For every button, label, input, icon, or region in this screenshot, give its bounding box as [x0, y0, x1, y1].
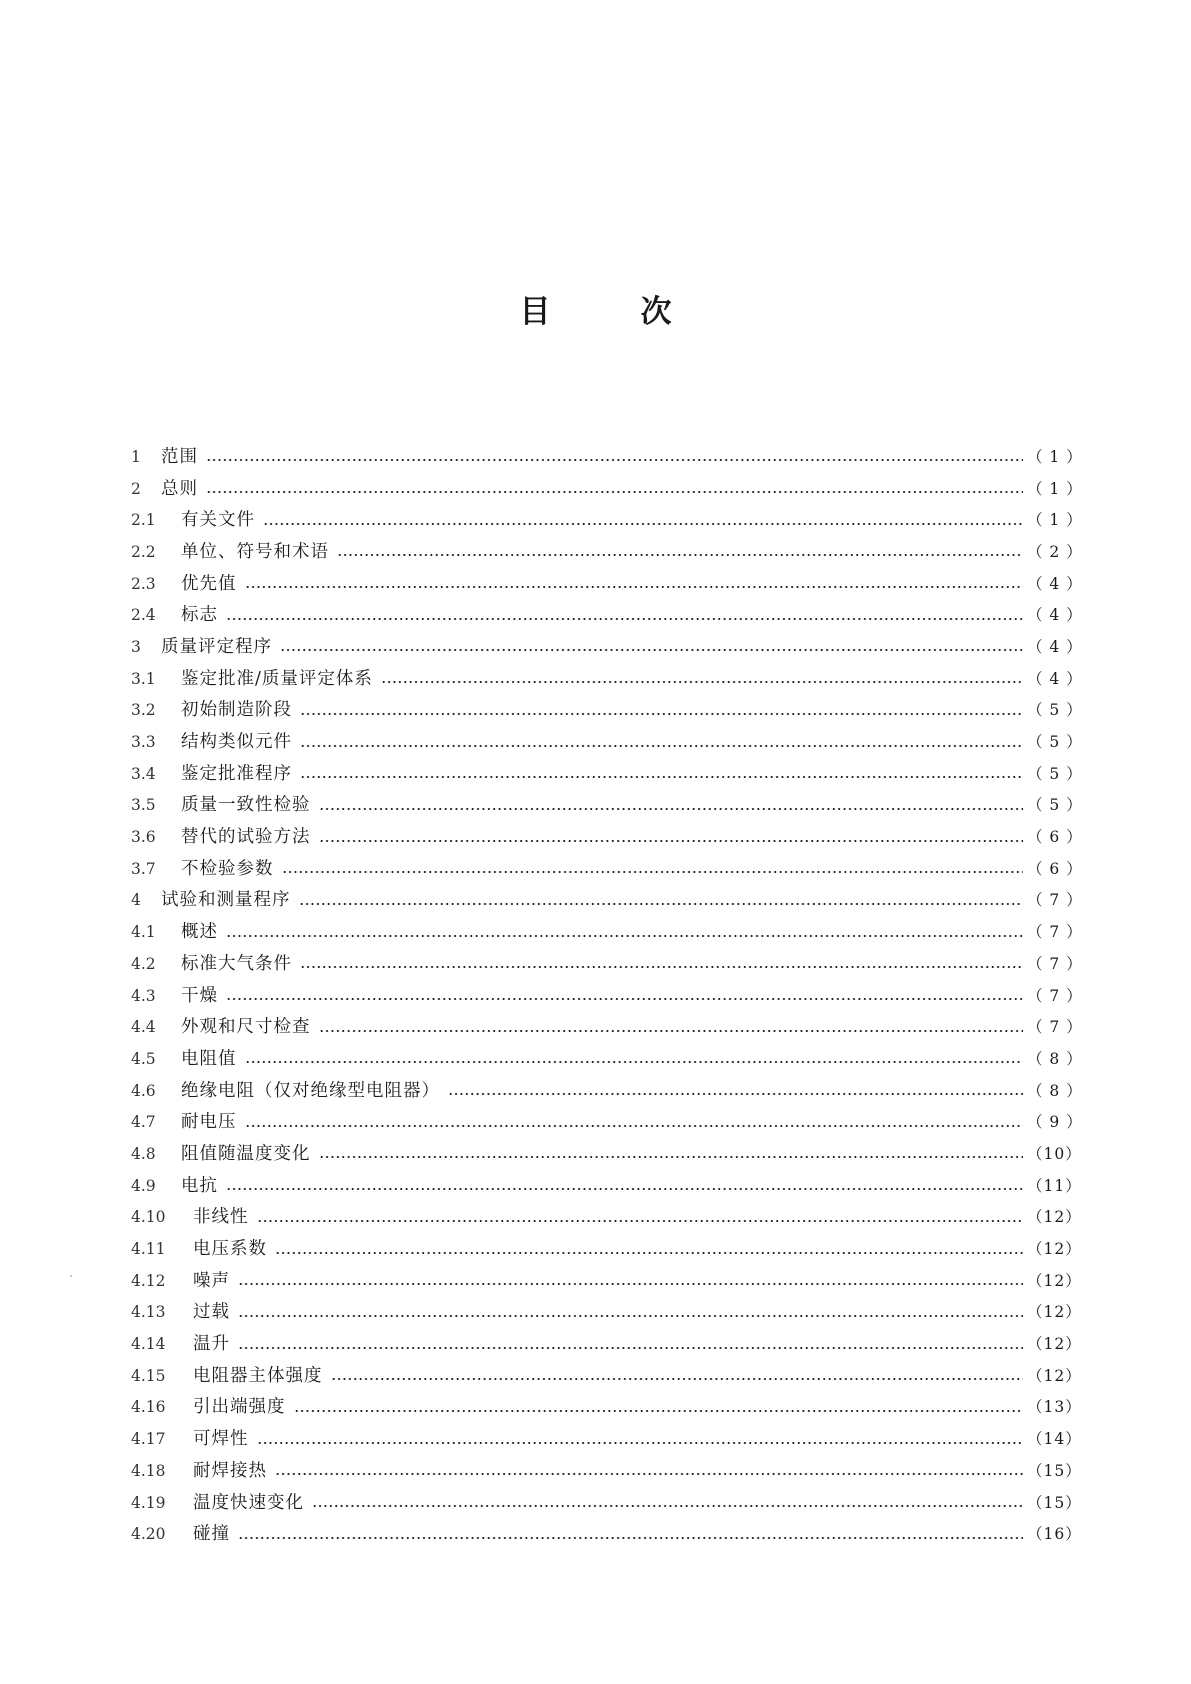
dot-leader	[300, 712, 1023, 716]
toc-entry-title: 阻值随温度变化	[181, 1143, 311, 1164]
toc-entry-page: （ 1 ）	[1027, 479, 1083, 498]
toc-entry[interactable]	[131, 980, 1083, 1012]
dot-leader	[245, 1060, 1024, 1064]
toc-entry-page: （ 7 ）	[1027, 891, 1083, 910]
dot-leader	[226, 1187, 1023, 1191]
toc-entry-title: 标准大气条件	[181, 953, 292, 974]
toc-entry[interactable]	[131, 568, 1083, 600]
toc-entry-page: （12）	[1027, 1271, 1082, 1290]
dot-leader	[319, 807, 1024, 811]
toc-entry-title: 试验和测量程序	[161, 890, 291, 911]
dot-leader	[226, 617, 1023, 621]
toc-entry-number: 2.1	[131, 511, 156, 530]
toc-entry-number: 4.17	[131, 1430, 166, 1449]
toc-entry-number: 4.6	[131, 1081, 156, 1100]
toc-entry-title: 结构类似元件	[181, 732, 292, 753]
table-of-contents	[131, 441, 1083, 1550]
dot-leader	[206, 458, 1023, 462]
toc-entry[interactable]	[131, 1360, 1082, 1392]
toc-entry-title: 鉴定批准程序	[181, 763, 292, 784]
toc-entry[interactable]	[131, 726, 1083, 758]
toc-entry[interactable]	[131, 1328, 1082, 1360]
toc-entry-page: （12）	[1027, 1303, 1082, 1322]
toc-entry-title: 温升	[193, 1334, 230, 1355]
dot-leader	[226, 997, 1023, 1001]
toc-entry-page: （ 6 ）	[1027, 859, 1083, 878]
toc-entry-number: 4	[131, 891, 141, 910]
toc-entry[interactable]	[131, 1043, 1083, 1075]
dot-leader	[299, 902, 1024, 906]
toc-entry-number: 3.4	[131, 764, 156, 783]
toc-entry-page: （ 5 ）	[1027, 764, 1083, 783]
toc-entry-title: 单位、符号和术语	[181, 541, 329, 562]
toc-entry-number: 4.14	[131, 1335, 166, 1354]
toc-entry-title: 电阻值	[181, 1048, 237, 1069]
dot-leader	[319, 1155, 1024, 1159]
toc-entry-title: 优先值	[181, 573, 237, 594]
dot-leader	[245, 585, 1024, 589]
toc-entry[interactable]	[131, 790, 1083, 822]
toc-entry[interactable]	[131, 663, 1083, 695]
toc-entry-page: （12）	[1027, 1335, 1082, 1354]
toc-entry[interactable]	[131, 504, 1083, 536]
toc-entry[interactable]	[131, 1265, 1082, 1297]
toc-entry-number: 4.4	[131, 1018, 156, 1037]
toc-entry-number: 4.15	[131, 1366, 166, 1385]
toc-entry-page: （ 7 ）	[1027, 954, 1083, 973]
toc-entry[interactable]	[131, 1297, 1082, 1329]
toc-entry-page: （ 8 ）	[1027, 1049, 1083, 1068]
toc-entry[interactable]	[131, 1075, 1083, 1107]
toc-entry-title: 干燥	[181, 985, 218, 1006]
toc-entry[interactable]	[131, 1487, 1082, 1519]
scan-speck	[70, 1275, 72, 1277]
toc-entry[interactable]	[131, 473, 1083, 505]
toc-entry-title: 初始制造阶段	[181, 700, 292, 721]
toc-entry-title: 非线性	[193, 1207, 249, 1228]
dot-leader	[448, 1092, 1023, 1096]
toc-entry-title: 不检验参数	[181, 858, 274, 879]
dot-leader	[300, 775, 1023, 779]
toc-entry-number: 3.1	[131, 669, 156, 688]
toc-entry-page: （15）	[1027, 1493, 1082, 1512]
toc-entry-page: （16）	[1027, 1525, 1082, 1544]
toc-entry-number: 4.12	[131, 1271, 166, 1290]
dot-leader	[300, 744, 1023, 748]
toc-entry-page: （ 5 ）	[1027, 701, 1083, 720]
title-char-2: 次	[640, 294, 672, 330]
toc-entry[interactable]	[131, 1170, 1082, 1202]
toc-entry-page: （ 5 ）	[1027, 796, 1083, 815]
toc-entry-title: 外观和尺寸检查	[181, 1017, 311, 1038]
toc-entry-page: （ 7 ）	[1027, 986, 1083, 1005]
title-char-1: 目	[519, 294, 551, 330]
toc-entry-page: （11）	[1027, 1176, 1082, 1195]
toc-entry[interactable]	[131, 1518, 1082, 1550]
toc-entry-number: 4.11	[131, 1240, 166, 1259]
toc-entry-number: 3.5	[131, 796, 156, 815]
toc-entry-page: （ 8 ）	[1027, 1081, 1083, 1100]
toc-entry-number: 2	[131, 479, 141, 498]
dot-leader	[282, 870, 1024, 874]
toc-entry-number: 2.4	[131, 606, 156, 625]
toc-entry-page: （ 1 ）	[1027, 447, 1083, 466]
toc-entry[interactable]	[131, 631, 1083, 663]
dot-leader	[319, 1029, 1024, 1033]
dot-leader	[300, 965, 1023, 969]
toc-entry-number: 4.9	[131, 1176, 156, 1195]
toc-entry-title: 概述	[181, 922, 218, 943]
toc-entry[interactable]	[131, 1202, 1082, 1234]
dot-leader	[238, 1314, 1023, 1318]
toc-entry[interactable]	[131, 1233, 1082, 1265]
dot-leader	[381, 680, 1023, 684]
dot-leader	[337, 553, 1023, 557]
toc-entry-title: 过载	[193, 1302, 230, 1323]
dot-leader	[263, 522, 1023, 526]
toc-entry-title: 耐电压	[181, 1112, 237, 1133]
toc-entry[interactable]	[131, 1138, 1082, 1170]
toc-entry-page: （ 1 ）	[1027, 511, 1083, 530]
toc-entry-title: 标志	[181, 605, 218, 626]
toc-entry-page: （ 9 ）	[1027, 1113, 1083, 1132]
toc-entry-page: （ 4 ）	[1027, 574, 1083, 593]
toc-entry-page: （15）	[1027, 1461, 1082, 1480]
toc-entry-number: 4.18	[131, 1461, 166, 1480]
toc-entry-page: （ 4 ）	[1027, 637, 1083, 656]
toc-entry-page: （ 6 ）	[1027, 828, 1083, 847]
dot-leader	[226, 934, 1023, 938]
toc-entry[interactable]	[131, 885, 1083, 917]
toc-entry[interactable]	[131, 441, 1083, 473]
toc-entry-number: 4.2	[131, 954, 156, 973]
toc-entry-title: 替代的试验方法	[181, 827, 311, 848]
toc-entry-title: 电阻器主体强度	[193, 1365, 323, 1386]
toc-entry-title: 耐焊接热	[193, 1460, 267, 1481]
toc-entry-number: 3.2	[131, 701, 156, 720]
toc-entry-title: 可焊性	[193, 1429, 249, 1450]
toc-entry-number: 3	[131, 637, 141, 656]
toc-entry[interactable]	[131, 1392, 1082, 1424]
dot-leader	[275, 1472, 1023, 1476]
toc-entry[interactable]	[131, 695, 1083, 727]
dot-leader	[206, 490, 1023, 494]
toc-entry[interactable]	[131, 758, 1083, 790]
toc-entry[interactable]	[131, 1106, 1083, 1138]
toc-entry-number: 3.6	[131, 828, 156, 847]
toc-entry-number: 4.5	[131, 1049, 156, 1068]
toc-entry-page: （ 4 ）	[1027, 606, 1083, 625]
toc-entry-title: 引出端强度	[193, 1397, 286, 1418]
toc-entry-page: （ 2 ）	[1027, 542, 1083, 561]
dot-leader	[319, 839, 1024, 843]
toc-entry-title: 电压系数	[193, 1239, 267, 1260]
toc-entry-title: 总则	[161, 478, 198, 499]
toc-entry-number: 2.2	[131, 542, 156, 561]
toc-entry-number: 4.10	[131, 1208, 166, 1227]
toc-entry[interactable]	[131, 536, 1083, 568]
dot-leader	[238, 1282, 1023, 1286]
toc-entry-number: 4.7	[131, 1113, 156, 1132]
toc-entry-title: 电抗	[181, 1175, 218, 1196]
toc-entry-title: 范围	[161, 446, 198, 467]
dot-leader	[280, 648, 1023, 652]
toc-entry-number: 3.3	[131, 733, 156, 752]
toc-entry-title: 质量一致性检验	[181, 795, 311, 816]
dot-leader	[275, 1251, 1023, 1255]
toc-entry-number: 4.19	[131, 1493, 166, 1512]
toc-entry-number: 4.3	[131, 986, 156, 1005]
toc-entry-title: 有关文件	[181, 510, 255, 531]
dot-leader	[294, 1409, 1024, 1413]
toc-entry[interactable]	[131, 1455, 1082, 1487]
toc-entry-number: 1	[131, 447, 141, 466]
toc-entry-page: （13）	[1027, 1398, 1082, 1417]
toc-entry-page: （14）	[1027, 1430, 1082, 1449]
toc-entry-page: （ 7 ）	[1027, 923, 1083, 942]
toc-entry-page: （10）	[1027, 1144, 1082, 1163]
dot-leader	[257, 1441, 1024, 1445]
toc-entry[interactable]	[131, 853, 1083, 885]
toc-entry-title: 质量评定程序	[161, 636, 272, 657]
dot-leader	[331, 1377, 1024, 1381]
toc-entry-number: 4.13	[131, 1303, 166, 1322]
toc-entry-number: 4.8	[131, 1144, 156, 1163]
toc-entry-number: 4.1	[131, 923, 156, 942]
dot-leader	[312, 1504, 1023, 1508]
toc-entry-title: 温度快速变化	[193, 1492, 304, 1513]
toc-entry-page: （ 5 ）	[1027, 733, 1083, 752]
toc-entry-page: （ 7 ）	[1027, 1018, 1083, 1037]
toc-entry-title: 绝缘电阻（仅对绝缘型电阻器）	[181, 1080, 440, 1101]
toc-entry-title: 噪声	[193, 1270, 230, 1291]
toc-entry-number: 3.7	[131, 859, 156, 878]
toc-entry[interactable]	[131, 916, 1083, 948]
toc-entry[interactable]	[131, 1423, 1082, 1455]
toc-entry[interactable]	[131, 599, 1083, 631]
toc-entry-number: 2.3	[131, 574, 156, 593]
toc-entry-page: （12）	[1027, 1208, 1082, 1227]
toc-entry-page: （ 4 ）	[1027, 669, 1083, 688]
dot-leader	[238, 1346, 1023, 1350]
toc-entry-page: （12）	[1027, 1240, 1082, 1259]
toc-entry[interactable]	[131, 1011, 1083, 1043]
toc-entry-number: 4.20	[131, 1525, 166, 1544]
toc-entry-title: 鉴定批准/质量评定体系	[181, 668, 373, 689]
dot-leader	[257, 1219, 1024, 1223]
dot-leader	[238, 1536, 1023, 1540]
toc-entry-page: （12）	[1027, 1366, 1082, 1385]
toc-entry-title: 碰撞	[193, 1524, 230, 1545]
toc-entry[interactable]	[131, 948, 1083, 980]
dot-leader	[245, 1124, 1024, 1128]
toc-entry[interactable]	[131, 821, 1083, 853]
page-title	[0, 292, 1191, 332]
toc-entry-number: 4.16	[131, 1398, 166, 1417]
